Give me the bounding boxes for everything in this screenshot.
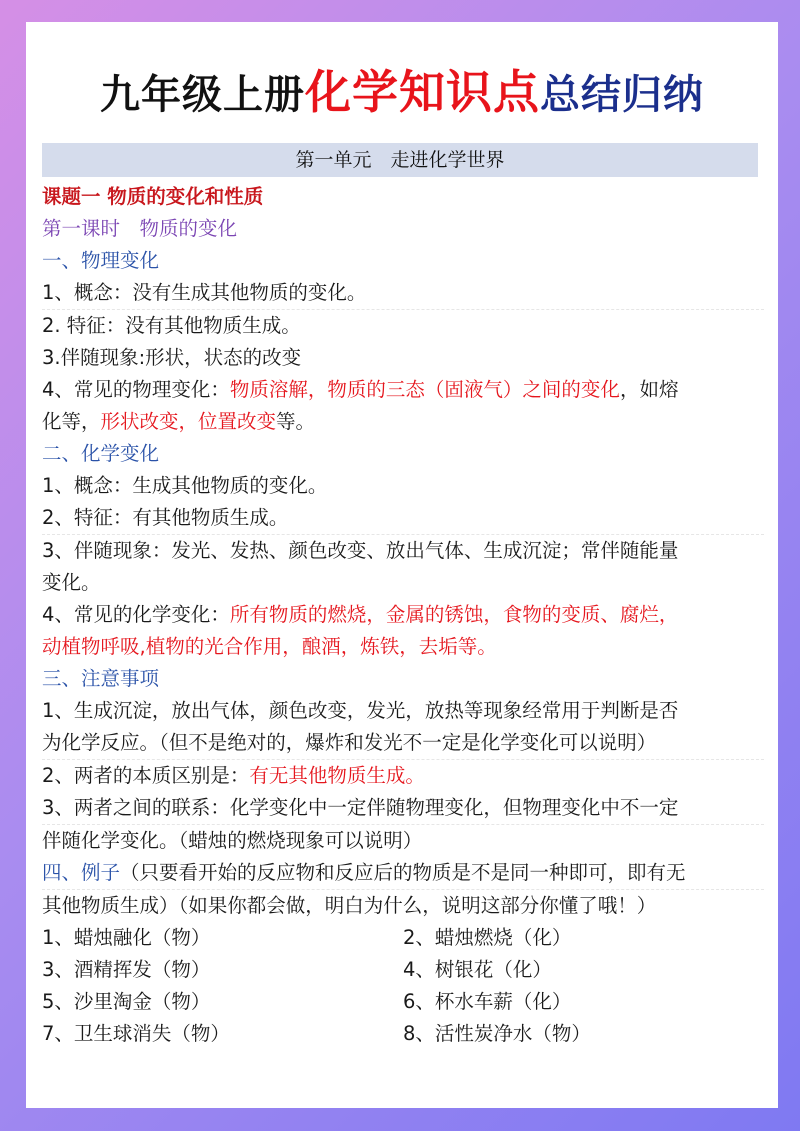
text-line: 3、伴随现象：发光、发热、颜色改变、放出气体、生成沉淀；常伴随能量 (42, 539, 679, 562)
text-segment: 等。 (276, 410, 316, 433)
text-line (42, 599, 764, 631)
document-content (42, 181, 764, 1050)
highlight-text: 物质溶解，物质的三态（固液气）之间的变化 (229, 378, 620, 401)
section-heading-notes: 三、注意事项 (42, 667, 160, 690)
text-line (42, 760, 764, 792)
class-heading: 第一课时 物质的变化 (42, 217, 238, 240)
example-item: 5、沙里淘金（物） (42, 990, 211, 1013)
title-part-2: 化学知识点 (305, 65, 540, 119)
title-part-3: 总结归纳 (540, 71, 704, 118)
text-segment: ，如熔 (619, 378, 679, 401)
highlight-text-line: 动植物呼吸,植物的光合作用，酿酒，炼铁，去垢等。 (42, 635, 497, 658)
title-part-1: 九年级上册 (100, 71, 305, 118)
text-segment: 2、两者的本质区别是： (42, 764, 250, 787)
example-item: 6、杯水车薪（化） (403, 990, 572, 1013)
lesson-heading: 课题一 物质的变化和性质 (42, 185, 264, 208)
highlight-text: 有无其他物质生成。 (249, 764, 425, 787)
example-item: 1、蜡烛融化（物） (42, 926, 211, 949)
text-segment: 化等， (42, 410, 101, 433)
text-line: 3.伴随现象:形状，状态的改变 (42, 346, 302, 369)
text-segment: （只要看开始的反应物和反应后的物质是不是同一种即可，即有无 (120, 861, 686, 884)
page-title (26, 64, 778, 123)
examples-intro-line (42, 857, 764, 890)
text-line: 1、生成沉淀，放出气体，颜色改变，发光，放热等现象经常用于判断是否 (42, 699, 679, 722)
document-page (26, 22, 778, 1108)
example-item: 7、卫生球消失（物） (42, 1022, 230, 1045)
section-heading-physical: 一、物理变化 (42, 249, 160, 272)
text-line: 伴随化学变化。（蜡烛的燃烧现象可以说明） (42, 829, 423, 852)
text-line (42, 406, 764, 438)
text-line: 变化。 (42, 571, 101, 594)
example-item: 2、蜡烛燃烧（化） (403, 926, 572, 949)
text-line: 1、概念：生成其他物质的变化。 (42, 474, 328, 497)
example-row (42, 954, 764, 986)
section-heading-examples: 四、例子 (42, 861, 121, 884)
text-line: 2、特征：有其他物质生成。 (42, 502, 764, 535)
unit-banner: 第一单元 走进化学世界 (42, 143, 758, 177)
text-line: 1、概念：没有生成其他物质的变化。 (42, 277, 764, 310)
example-row (42, 986, 764, 1018)
example-item: 3、酒精挥发（物） (42, 958, 211, 981)
section-heading-chemical: 二、化学变化 (42, 442, 160, 465)
highlight-text: 所有物质的燃烧，金属的锈蚀，食物的变质、腐烂， (229, 603, 679, 626)
text-segment: 4、常见的化学变化： (42, 603, 230, 626)
example-item: 4、树银花（化） (403, 958, 552, 981)
example-item: 8、活性炭净水（物） (403, 1022, 591, 1045)
text-line: 2. 特征：没有其他物质生成。 (42, 314, 301, 337)
text-line: 为化学反应。（但不是绝对的，爆炸和发光不一定是化学变化可以说明） (42, 727, 764, 760)
example-row (42, 1018, 764, 1050)
text-line (42, 374, 764, 406)
example-row (42, 922, 764, 954)
text-line: 其他物质生成）（如果你都会做，明白为什么，说明这部分你懂了哦！） (42, 894, 657, 917)
highlight-text: 形状改变，位置改变 (100, 410, 277, 433)
text-segment: 4、常见的物理变化： (42, 378, 230, 401)
text-line: 3、两者之间的联系：化学变化中一定伴随物理变化，但物理变化中不一定 (42, 792, 764, 825)
